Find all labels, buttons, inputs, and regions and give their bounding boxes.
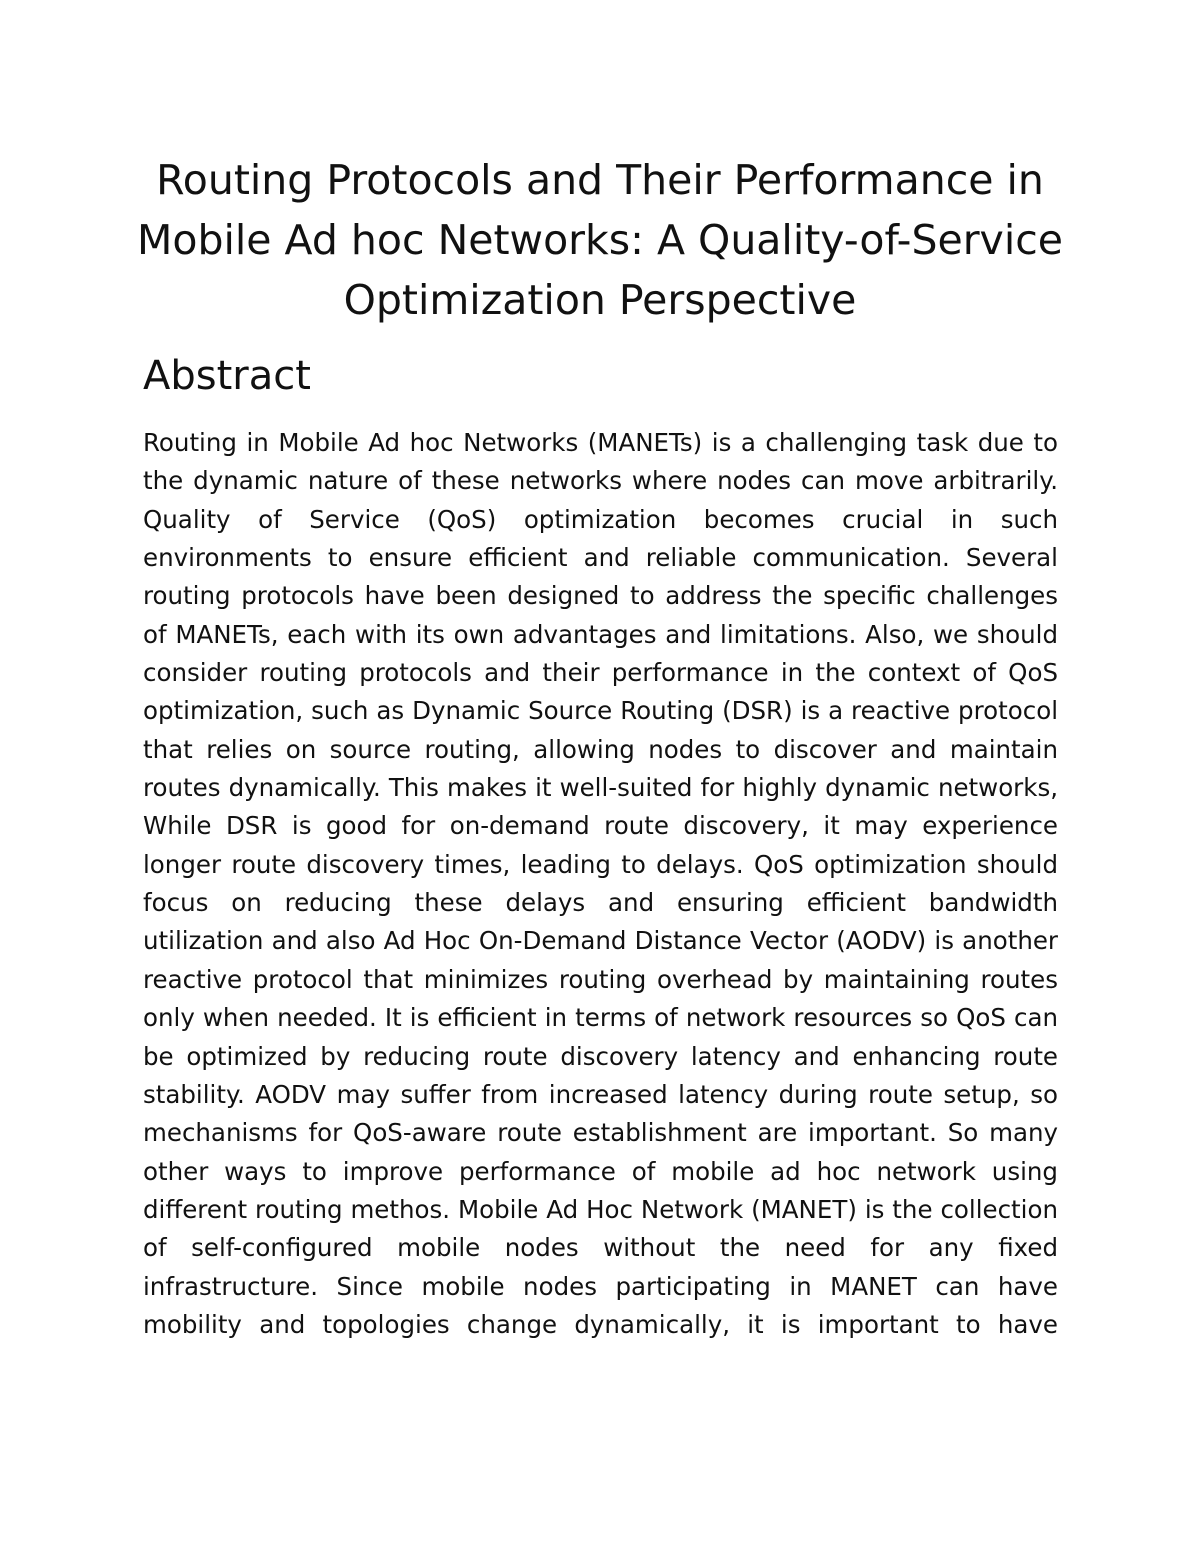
document-title: Routing Protocols and Their Performance in Mobile Ad hoc Networks: A Quality-of-Service Optimization Perspective <box>137 156 1063 324</box>
abstract-paragraph: Routing in Mobile Ad hoc Networks (MANETs) is a challenging task due to the dynamic nature of these networks where nodes can move arbitrarily. Quality of Service (QoS) optimization becomes crucial in such environments to ensure efficient and reliable communication. Several routing protocols have been designed to address the specific challenges of MANETs, each with its own advantages and limitations. Also, we should consider routing protocols and their performance in the context of QoS optimization, such as Dynamic Source Routing (DSR) is a reactive protocol that relies on source routing, allowing nodes to discover and maintain routes dynamically. This makes it well-suited for highly dynamic networks, While DSR is good for on-demand route discovery, it may experience longer route discovery times, leading to delays. QoS optimization should focus on reducing these delays and ensuring efficient bandwidth utilization and also Ad Hoc On-Demand Distance Vector (AODV) is another reactive protocol that minimizes routing overhead by maintaining routes only when needed. It is efficient in terms of network resources so QoS can be optimized by reducing route discovery latency and enhancing route stability. AODV may suffer from increased latency during route setup, so mechanisms for QoS-aware route establishment are important. So many other ways to improve performance of mobile ad hoc network using different routing methos. Mobile Ad Hoc Network (MANET) is the collection of self-configured mobile nodes without the need for any fixed infrastructure. Since mobile nodes participating in MANET can have mobility and topologies change dynamically, it is important to have <box>143 428 1058 1339</box>
abstract-heading: Abstract <box>143 353 311 399</box>
